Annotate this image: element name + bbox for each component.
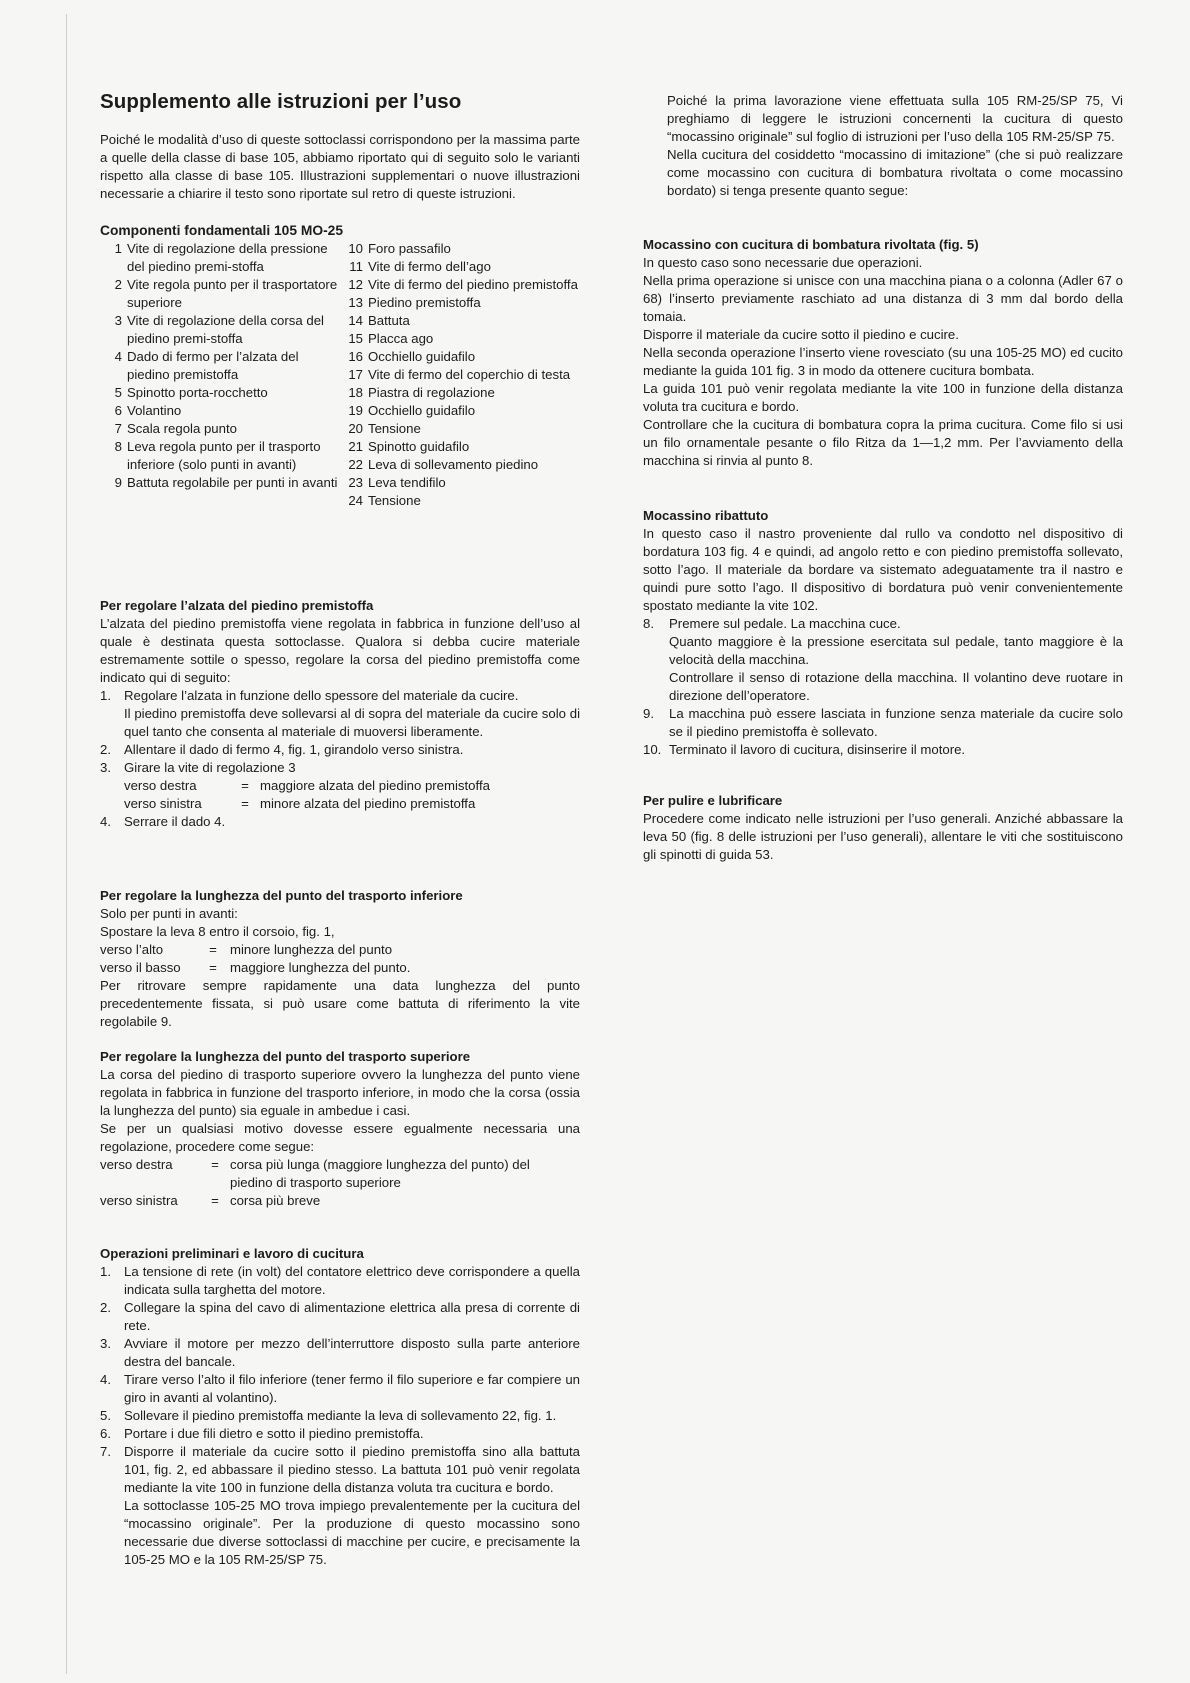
- list-item-number: 1.: [100, 1264, 111, 1279]
- direction-value: maggiore lunghezza del punto.: [230, 960, 411, 975]
- list-item-text: Leva regola punto per il trasporto inferiore (solo punti in avanti): [127, 439, 321, 472]
- list-item-text: La tensione di rete (in volt) del contatore elettrico deve corrispondere a quella indicata sulla targhetta del motore.: [124, 1264, 580, 1297]
- list-item-note: Il piedino premistoffa deve sollevarsi al di sopra del materiale da cucire solo di quel tanto che consenta al materiale di muoversi liberamente.: [124, 706, 580, 739]
- superiore-section: [100, 1048, 580, 1210]
- list-item: [643, 741, 1123, 759]
- list-item-number: 4.: [100, 1372, 111, 1387]
- list-item-number: 10: [348, 241, 363, 256]
- list-item-text: Foro passafilo: [368, 241, 451, 256]
- list-item: [341, 294, 580, 312]
- list-item-note: Controllare il senso di rotazione della macchina. Il volantino deve ruotare in direzione dell’operatore.: [669, 670, 1123, 703]
- direction-value: minore alzata del piedino premistoffa: [260, 796, 476, 811]
- list-item-number: 3.: [100, 1336, 111, 1351]
- list-item: [341, 456, 580, 474]
- list-item: [100, 1263, 580, 1299]
- list-item-text: Occhiello guidafilo: [368, 349, 476, 364]
- direction-row: [100, 777, 580, 795]
- list-item-text: Battuta: [368, 313, 410, 328]
- equals-sign: =: [241, 796, 249, 811]
- list-item-text: Premere sul pedale. La macchina cuce.: [669, 616, 901, 631]
- list-item-text: Vite di fermo dell’ago: [368, 259, 491, 274]
- right-intro-paragraph: Poiché la prima lavorazione viene effettuata sulla 105 RM-25/SP 75, Vi preghiamo di leggere le istruzioni concernenti la cucitura di questo “mocassino originale” sul foglio di istruzioni per l’uso della 105 RM-25/SP 75.: [667, 93, 1123, 144]
- inferiore-title: Per regolare la lunghezza del punto del trasporto inferiore: [100, 888, 463, 903]
- pulire-title: Per pulire e lubrificare: [643, 793, 783, 808]
- superiore-title: Per regolare la lunghezza del punto del trasporto superiore: [100, 1049, 471, 1064]
- right-intro-paragraph: Nella cucitura del cosiddetto “mocassino di imitazione” (che si può realizzare come mocassino con cucitura di bombatura rivoltata o come mocassino bordato) si tenga presente quanto segue:: [667, 147, 1123, 198]
- bombatura-line: In questo caso sono necessarie due operazioni.: [643, 255, 923, 270]
- direction-row: [100, 941, 580, 959]
- list-item-text: La macchina può essere lasciata in funzione senza materiale da cucire solo se il piedino premistoffa è sollevato.: [669, 706, 1123, 739]
- list-item-text: Allentare il dado di fermo 4, fig. 1, girandolo verso sinistra.: [124, 742, 464, 757]
- list-item-number: 5: [114, 385, 122, 400]
- list-item-number: 17: [348, 367, 363, 382]
- list-item-number: 7.: [100, 1444, 111, 1459]
- direction-row: [100, 1156, 580, 1192]
- list-item: [341, 420, 580, 438]
- list-item-number: 2.: [100, 742, 111, 757]
- components-list-right: [339, 240, 580, 510]
- list-item-number: 14: [348, 313, 363, 328]
- alzata-text: L’alzata del piedino premistoffa viene regolata in fabbrica in funzione dell’uso al quale è destinata questa sottoclasse. Qualora si debba cucire materiale estremamente sottile o spesso, regolare la corsa del piedino premistoffa come indicato qui di seguito:: [100, 616, 580, 685]
- list-item: [100, 687, 580, 705]
- right-intro: [643, 92, 1123, 200]
- list-item-text: Vite regola punto per il trasportatore superiore: [127, 277, 338, 310]
- list-item-number: 24: [348, 493, 363, 508]
- list-item-number: 23: [348, 475, 363, 490]
- list-item-note: La sottoclasse 105-25 MO trova impiego prevalentemente per la cucitura del “mocassino originale”. Per la produzione di questo mocassino sono necessarie due diverse sottoclassi di macchine per cucire, e precisamente la 105-25 MO e la 105 RM-25/SP 75.: [124, 1498, 580, 1567]
- list-item: [341, 366, 580, 384]
- list-item-text: Leva tendifilo: [368, 475, 446, 490]
- alzata-section: [100, 597, 580, 831]
- list-item-number: 11: [349, 259, 363, 274]
- components-list-left: [100, 240, 339, 510]
- bombatura-line: Disporre il materiale da cucire sotto il piedino e cucire.: [643, 327, 959, 342]
- list-item: [341, 276, 580, 294]
- operazioni-list: [100, 1263, 580, 1497]
- inferiore-section: [100, 887, 580, 1031]
- list-item-number: 2.: [100, 1300, 111, 1315]
- list-item-number: 21: [348, 439, 363, 454]
- list-item-number: 6.: [100, 1426, 111, 1441]
- inferiore-line: Spostare la leva 8 entro il corsoio, fig. 1,: [100, 924, 335, 939]
- operazioni-title: Operazioni preliminari e lavoro di cucitura: [100, 1246, 364, 1261]
- list-item: [100, 1335, 580, 1371]
- list-item-number: 20: [348, 421, 363, 436]
- list-item-text: Regolare l’alzata in funzione dello spessore del materiale da cucire.: [124, 688, 519, 703]
- list-item-text: Sollevare il piedino premistoffa mediante la leva di sollevamento 22, fig. 1.: [124, 1408, 557, 1423]
- list-item-number: 8.: [643, 616, 654, 631]
- equals-sign: =: [211, 1193, 219, 1208]
- ribattuto-text: In questo caso il nastro proveniente dal rullo va condotto nel dispositivo di bordatura 103 fig. 4 e quindi, ad angolo retto e con piedino premistoffa sollevato, sotto l’ago. Il materiale da bordare va sistemato adeguatamente tra il nastro e quindi pure sotto l’ago. Il dispositivo di bordatura può venir convenientemente spostato mediante la vite 102.: [643, 526, 1123, 613]
- direction-value: minore lunghezza del punto: [230, 942, 393, 957]
- list-item-number: 15: [348, 331, 363, 346]
- inferiore-line: Solo per punti in avanti:: [100, 906, 238, 921]
- equals-sign: =: [211, 1157, 219, 1172]
- list-item-number: 3.: [100, 760, 111, 775]
- intro-paragraph: Poiché le modalità d’uso di queste sottoclassi corrispondono per la massima parte a quelle della classe di base 105, abbiamo riportato qui di seguito solo le varianti rispetto alla classe di base 105. Illustrazioni supplementari o nuove illustrazioni necessarie a chiarire il testo sono riportate sul retro di queste istruzioni.: [100, 132, 580, 201]
- direction-key: verso l’alto: [100, 942, 164, 957]
- list-item-text: Scala regola punto: [127, 421, 237, 436]
- list-item-text: Tensione: [368, 493, 421, 508]
- list-item-number: 4: [114, 349, 122, 364]
- list-item-text: Tensione: [368, 421, 421, 436]
- superiore-text: La corsa del piedino di trasporto superiore ovvero la lunghezza del punto viene regolata in fabbrica in funzione del trasporto inferiore, in modo che la corsa (ossia la lunghezza del punto) sia eguale in ambedue i casi.: [100, 1067, 580, 1118]
- direction-key: verso destra: [124, 778, 197, 793]
- list-item-number: 18: [348, 385, 363, 400]
- direction-value: corsa più lunga (maggiore lunghezza del punto) del piedino di trasporto superiore: [230, 1157, 530, 1190]
- list-item-text: Collegare la spina del cavo di alimentazione elettrica alla presa di corrente di rete.: [124, 1300, 580, 1333]
- list-item: [341, 348, 580, 366]
- list-item-text: Serrare il dado 4.: [124, 814, 226, 829]
- list-item-number: 10.: [643, 742, 662, 757]
- list-item-text: Occhiello guidafilo: [368, 403, 476, 418]
- pulire-section: [643, 792, 1123, 864]
- bombatura-line: Controllare che la cucitura di bombatura copra la prima cucitura. Come filo si usi un filo ornamentale pesante o filo Ritza da 1—1,2 mm. Per l’avviamento della macchina si rinvia al punto 8.: [643, 417, 1123, 468]
- list-item-text: Vite di regolazione della pressione del piedino premi-stoffa: [127, 241, 328, 274]
- list-item-number: 16: [348, 349, 363, 364]
- list-item: [100, 759, 580, 777]
- list-item-number: 5.: [100, 1408, 111, 1423]
- list-item-text: Piastra di regolazione: [368, 385, 495, 400]
- list-item: [100, 1371, 580, 1407]
- alzata-steps: [100, 687, 580, 831]
- list-item-number: 19: [348, 403, 363, 418]
- list-item-number: 8: [114, 439, 122, 454]
- list-item: [100, 384, 339, 402]
- list-item: [341, 258, 580, 276]
- list-item-text: Spinotto guidafilo: [368, 439, 470, 454]
- list-item: [643, 705, 1123, 741]
- list-item-number: 9.: [643, 706, 654, 721]
- direction-value: corsa più breve: [230, 1193, 321, 1208]
- list-item-text: Portare i due fili dietro e sotto il piedino premistoffa.: [124, 1426, 424, 1441]
- list-item-text: Placca ago: [368, 331, 434, 346]
- list-item: [341, 474, 580, 492]
- list-item: [100, 276, 339, 312]
- list-item-number: 3: [114, 313, 122, 328]
- list-item-text: Vite di fermo del coperchio di testa: [368, 367, 571, 382]
- ribattuto-title: Mocassino ribattuto: [643, 508, 769, 523]
- list-item-number: 1: [114, 241, 122, 256]
- list-item: [100, 420, 339, 438]
- direction-key: verso sinistra: [100, 1193, 178, 1208]
- direction-row: [100, 1192, 580, 1210]
- list-item: [100, 474, 339, 492]
- list-item: [100, 1443, 580, 1497]
- equals-sign: =: [241, 778, 249, 793]
- list-item: [341, 402, 580, 420]
- components-title: Componenti fondamentali 105 MO-25: [100, 223, 344, 238]
- list-item: [100, 741, 580, 759]
- list-item-number: 4.: [100, 814, 111, 829]
- bombatura-title: Mocassino con cucitura di bombatura rivoltata (fig. 5): [643, 237, 979, 252]
- superiore-text: Se per un qualsiasi motivo dovesse essere egualmente necessaria una regolazione, procedere come segue:: [100, 1121, 580, 1154]
- ribattuto-steps: [643, 615, 1123, 759]
- operazioni-section: [100, 1245, 580, 1569]
- list-item-number: 13: [348, 295, 363, 310]
- list-item: [100, 348, 339, 384]
- list-item: [100, 402, 339, 420]
- list-item-number: 6: [114, 403, 122, 418]
- list-item: [341, 438, 580, 456]
- direction-value: maggiore alzata del piedino premistoffa: [260, 778, 490, 793]
- direction-row: [100, 795, 580, 813]
- bombatura-section: [643, 236, 1123, 470]
- equals-sign: =: [209, 960, 217, 975]
- alzata-title: Per regolare l’alzata del piedino premistoffa: [100, 598, 374, 613]
- list-item-number: 22: [348, 457, 363, 472]
- list-item-number: 2: [114, 277, 122, 292]
- equals-sign: =: [209, 942, 217, 957]
- page-title: Supplemento alle istruzioni per l’uso: [100, 90, 462, 113]
- list-item-text: Spinotto porta-rocchetto: [127, 385, 268, 400]
- list-item: [100, 312, 339, 348]
- list-item-text: Avviare il motore per mezzo dell’interruttore disposto sulla parte anteriore destra del bancale.: [124, 1336, 580, 1369]
- list-item: [100, 1299, 580, 1335]
- list-item-number: 1.: [100, 688, 111, 703]
- list-item-text: Leva di sollevamento piedino: [368, 457, 539, 472]
- list-item-text: Vite di regolazione della corsa del piedino premi-stoffa: [127, 313, 324, 346]
- list-item-number: 7: [114, 421, 122, 436]
- list-item: [100, 240, 339, 276]
- direction-key: verso il basso: [100, 960, 181, 975]
- components-list: [100, 240, 580, 510]
- list-item-note: Quanto maggiore è la pressione esercitata sul pedale, tanto maggiore è la velocità della macchina.: [669, 634, 1123, 667]
- list-item-text: Terminato il lavoro di cucitura, disinserire il motore.: [669, 742, 966, 757]
- bombatura-line: Nella seconda operazione l’inserto viene rovesciato (su una 105-25 MO) ed cucito mediante la guida 101 fig. 3 in modo da ottenere cucitura bombata.: [643, 345, 1123, 378]
- list-item: [341, 384, 580, 402]
- bombatura-line: La guida 101 può venir regolata mediante la vite 100 in funzione della distanza voluta tra cucitura e bordo.: [643, 381, 1123, 414]
- ribattuto-section: [643, 507, 1123, 759]
- list-item: [341, 492, 580, 510]
- list-item: [100, 1407, 580, 1425]
- list-item: [341, 240, 580, 258]
- list-item-number: 12: [348, 277, 363, 292]
- list-item-text: Vite di fermo del piedino premistoffa: [368, 277, 578, 292]
- list-item-text: Disporre il materiale da cucire sotto il piedino premistoffa sino alla battuta 101, fig. 2, ed abbassare il piedino stesso. La battuta 101 può venir regolata mediante la vite 100 in funzione della distanza voluta tra cucitura e bordo.: [124, 1444, 580, 1495]
- direction-key: verso destra: [100, 1157, 173, 1172]
- list-item-text: Girare la vite di regolazione 3: [124, 760, 296, 775]
- direction-key: verso sinistra: [124, 796, 202, 811]
- list-item-text: Dado di fermo per l’alzata del piedino premistoffa: [127, 349, 299, 382]
- components-section: [100, 222, 580, 510]
- list-item: [341, 330, 580, 348]
- pulire-text: Procedere come indicato nelle istruzioni per l’uso generali. Anziché abbassare la leva 50 (fig. 8 delle istruzioni per l’uso generali), allentare le viti che sostituiscono gli spinotti di guida 53.: [643, 811, 1123, 862]
- bombatura-line: Nella prima operazione si unisce con una macchina piana o a colonna (Adler 67 o 68) l’inserto previamente raschiato ad una distanza di 3 mm dal bordo della tomaia.: [643, 273, 1123, 324]
- direction-row: [100, 959, 580, 977]
- list-item: [100, 438, 339, 474]
- list-item: [100, 1425, 580, 1443]
- list-item: [100, 813, 580, 831]
- list-item: [643, 615, 1123, 633]
- list-item-text: Battuta regolabile per punti in avanti: [127, 475, 338, 490]
- binding-edge-line: [66, 14, 67, 1674]
- inferiore-text: Per ritrovare sempre rapidamente una data lunghezza del punto precedentemente fissata, si può usare come battuta di riferimento la vite regolabile 9.: [100, 978, 580, 1029]
- list-item-number: 9: [114, 475, 122, 490]
- list-item-text: Tirare verso l’alto il filo inferiore (tener fermo il filo superiore e far compiere un giro in avanti al volantino).: [124, 1372, 580, 1405]
- list-item: [341, 312, 580, 330]
- list-item-text: Piedino premistoffa: [368, 295, 481, 310]
- list-item-text: Volantino: [127, 403, 182, 418]
